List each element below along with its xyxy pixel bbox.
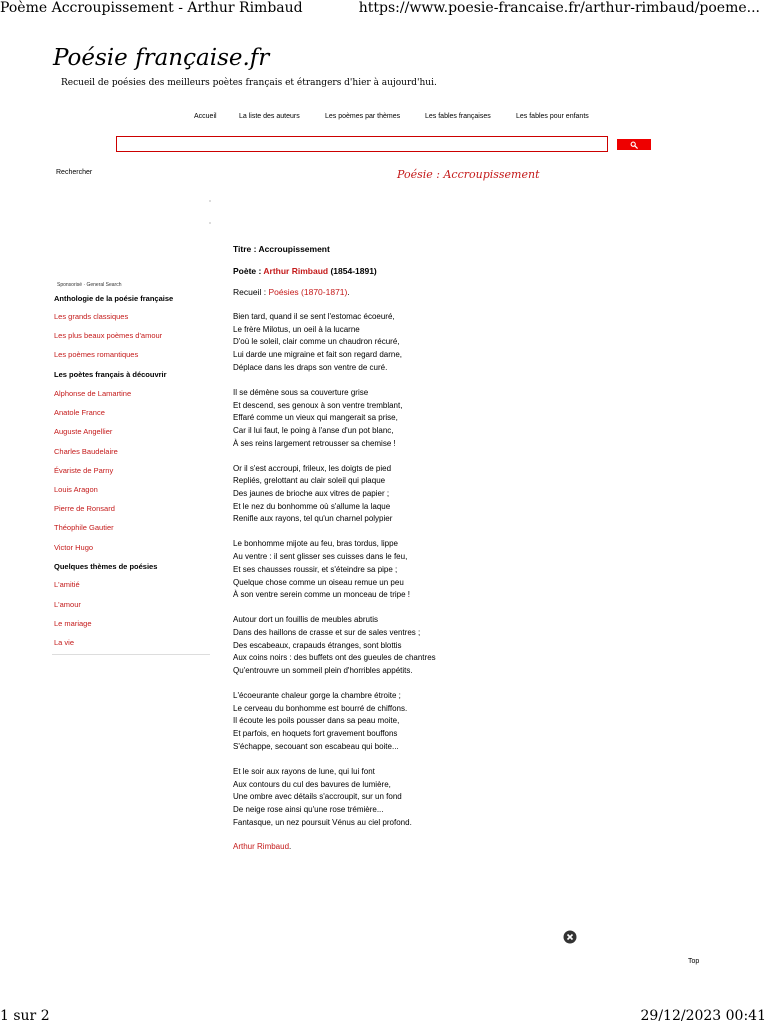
print-page-title: Poème Accroupissement - Arthur Rimbaud <box>0 0 303 16</box>
poem-signature <box>233 842 291 851</box>
sidebar-link-angellier[interactable]: Auguste Angellier <box>54 427 113 436</box>
page-title: Poésie : Accroupissement <box>397 168 540 181</box>
sidebar-link-poemes-romantiques[interactable]: Les poèmes romantiques <box>54 350 139 359</box>
poem-line: À ses reins largement retrousser sa chemise ! <box>233 438 396 448</box>
sidebar-link-amitie[interactable]: L'amitié <box>54 580 80 589</box>
poem-line: Car il lui faut, le poing à l'anse d'un pot blanc, <box>233 425 394 435</box>
poet-prefix: Poète : <box>233 266 264 276</box>
sidebar-divider <box>52 654 210 655</box>
sidebar-link-poemes-amour[interactable]: Les plus beaux poèmes d'amour <box>54 331 163 340</box>
poem-line: Des jaunes de brioche aux vitres de papier ; <box>233 489 390 499</box>
sidebar-link-baudelaire[interactable]: Charles Baudelaire <box>54 447 118 456</box>
print-datetime: 29/12/2023 00:41 <box>640 1008 766 1024</box>
poem-line: Dans des haillons de crasse et sur de sales ventres ; <box>233 627 421 637</box>
poem-line: À son ventre serein comme un monceau de tripe ! <box>233 590 410 600</box>
nav-fables-francaises[interactable]: Les fables françaises <box>425 113 491 120</box>
poem-stanza <box>233 614 436 678</box>
poem-line: Qu'entrouvre un sommeil plein d'horribles appétits. <box>233 666 413 676</box>
poem-stanza <box>233 766 436 830</box>
sidebar-link-aragon[interactable]: Louis Aragon <box>54 485 98 494</box>
sidebar-link-lamartine[interactable]: Alphonse de Lamartine <box>54 389 132 398</box>
separator-dot <box>209 222 211 224</box>
sidebar-section-anthologie: Anthologie de la poésie française <box>54 294 174 303</box>
poem-line: Et le soir aux rayons de lune, qui lui font <box>233 766 375 776</box>
poem-stanza <box>233 311 436 375</box>
poet-years: (1854-1891) <box>328 266 377 276</box>
poem-title: Titre : Accroupissement <box>233 244 330 254</box>
sidebar-link-parny[interactable]: Évariste de Parny <box>54 466 114 475</box>
poem-stanza <box>233 463 436 527</box>
sidebar-link-ronsard[interactable]: Pierre de Ronsard <box>54 504 115 513</box>
poem-stanza <box>233 538 436 602</box>
poem-line: Et descend, ses genoux à son ventre tremblant, <box>233 400 403 410</box>
poem-line: Repliés, grelottant au clair soleil qui plaque <box>233 476 386 486</box>
poem-line: Et parfois, en hoquets fort gravement bouffons <box>233 729 398 739</box>
poem-line: Des escabeaux, crapauds étranges, sont blottis <box>233 640 402 650</box>
poem-line: De neige rose ainsi qu'une rose trémière... <box>233 804 384 814</box>
signature-suffix: . <box>289 842 292 851</box>
poem-line: Aux coins noirs : des buffets ont des gueules de chantres <box>233 653 436 663</box>
collection-suffix: . <box>347 287 350 297</box>
sidebar-link-grands-classiques[interactable]: Les grands classiques <box>54 312 129 321</box>
poem-line: Effaré comme un vieux qui mangerait sa prise, <box>233 413 398 423</box>
search-icon <box>630 141 638 149</box>
sidebar-link-amour[interactable]: L'amour <box>54 600 81 609</box>
poem-line: Le bonhomme mijote au feu, bras tordus, lippe <box>233 539 398 549</box>
print-url: https://www.poesie-francaise.fr/arthur-rimbaud/poeme... <box>358 0 760 16</box>
poem-line: Lui darde une migraine et fait son regard darne, <box>233 350 402 360</box>
nav-poemes-par-themes[interactable]: Les poèmes par thèmes <box>325 113 401 120</box>
site-tagline: Recueil de poésies des meilleurs poètes français et étrangers d'hier à aujourd'hui. <box>61 78 437 88</box>
search-label: Rechercher <box>56 169 93 176</box>
poem-line: Il se démène sous sa couverture grise <box>233 387 369 397</box>
poem-stanza <box>233 690 436 754</box>
poem-line: Une ombre avec détails s'accroupit, sur un fond <box>233 792 402 802</box>
sidebar-link-vie[interactable]: La vie <box>54 638 75 647</box>
poem-line: S'échappe, secouant son escabeau qui boite... <box>233 741 399 751</box>
print-page-count: 1 sur 2 <box>0 1008 50 1024</box>
poem-line: Or il s'est accroupi, frileux, les doigts de pied <box>233 463 392 473</box>
poem-line: Bien tard, quand il se sent l'estomac écoeuré, <box>233 312 395 321</box>
search-button[interactable] <box>617 139 651 150</box>
poem-collection-line <box>233 287 350 297</box>
poem-line: Au ventre : il sent glisser ses cuisses dans le feu, <box>233 552 408 562</box>
poem-line: Le cerveau du bonhomme est bourré de chiffons. <box>233 703 408 713</box>
site-logo-title[interactable]: Poésie française.fr <box>53 45 270 71</box>
poem-line: Le frère Milotus, un oeil à la lucarne <box>233 324 360 334</box>
poem-line: D'où le soleil, clair comme un chaudron récuré, <box>233 337 400 347</box>
poem-line: Fantasque, un nez poursuit Vénus au ciel profond. <box>233 817 412 827</box>
nav-accueil[interactable]: Accueil <box>194 113 217 120</box>
nav-liste-auteurs[interactable]: La liste des auteurs <box>239 113 300 120</box>
poem-line: Il écoute les poils pousser dans sa peau moite, <box>233 716 400 726</box>
poem-line: Déplace dans les draps son ventre de curé. <box>233 362 388 372</box>
search-input[interactable] <box>116 136 608 152</box>
sidebar-link-gautier[interactable]: Théophile Gautier <box>54 523 114 532</box>
sponsored-label: Sponsorisé · General Search <box>57 282 122 288</box>
close-ad-button[interactable] <box>563 930 577 944</box>
sidebar-link-hugo[interactable]: Victor Hugo <box>54 543 94 552</box>
poem-line: L'écoeurante chaleur gorge la chambre étroite ; <box>233 691 401 701</box>
nav-fables-enfants[interactable]: Les fables pour enfants <box>516 113 589 120</box>
collection-link[interactable]: Poésies (1870-1871) <box>268 287 348 297</box>
poem-line: Aux contours du cul des bavures de lumière, <box>233 779 391 789</box>
poet-link[interactable]: Arthur Rimbaud <box>263 266 329 276</box>
separator-dot <box>209 200 211 202</box>
signature-link[interactable]: Arthur Rimbaud <box>233 842 290 851</box>
poem-line: Et le nez du bonhomme où s'allume la laque <box>233 501 391 511</box>
poem-line: Quelque chose comme un oiseau remue un peu <box>233 577 404 587</box>
top-navigation <box>0 113 768 125</box>
poem-line: Et ses chausses roussir, et s'éteindre sa pipe ; <box>233 564 398 574</box>
sidebar-section-themes: Quelques thèmes de poésies <box>54 562 158 571</box>
collection-prefix: Recueil : <box>233 287 269 297</box>
poem-body <box>233 311 436 842</box>
poem-stanza <box>233 387 436 451</box>
back-to-top-link[interactable]: Top <box>688 958 700 965</box>
sidebar-section-poetes: Les poètes français à découvrir <box>54 370 167 379</box>
poem-line: Autour dort un fouillis de meubles abrutis <box>233 615 378 625</box>
poem-poet-line <box>233 266 377 276</box>
poem-line: Renifle aux rayons, tel qu'un charnel polypier <box>233 514 393 524</box>
sidebar-link-mariage[interactable]: Le mariage <box>54 619 92 628</box>
close-icon <box>563 930 577 944</box>
sidebar-link-anatole-france[interactable]: Anatole France <box>54 408 105 417</box>
